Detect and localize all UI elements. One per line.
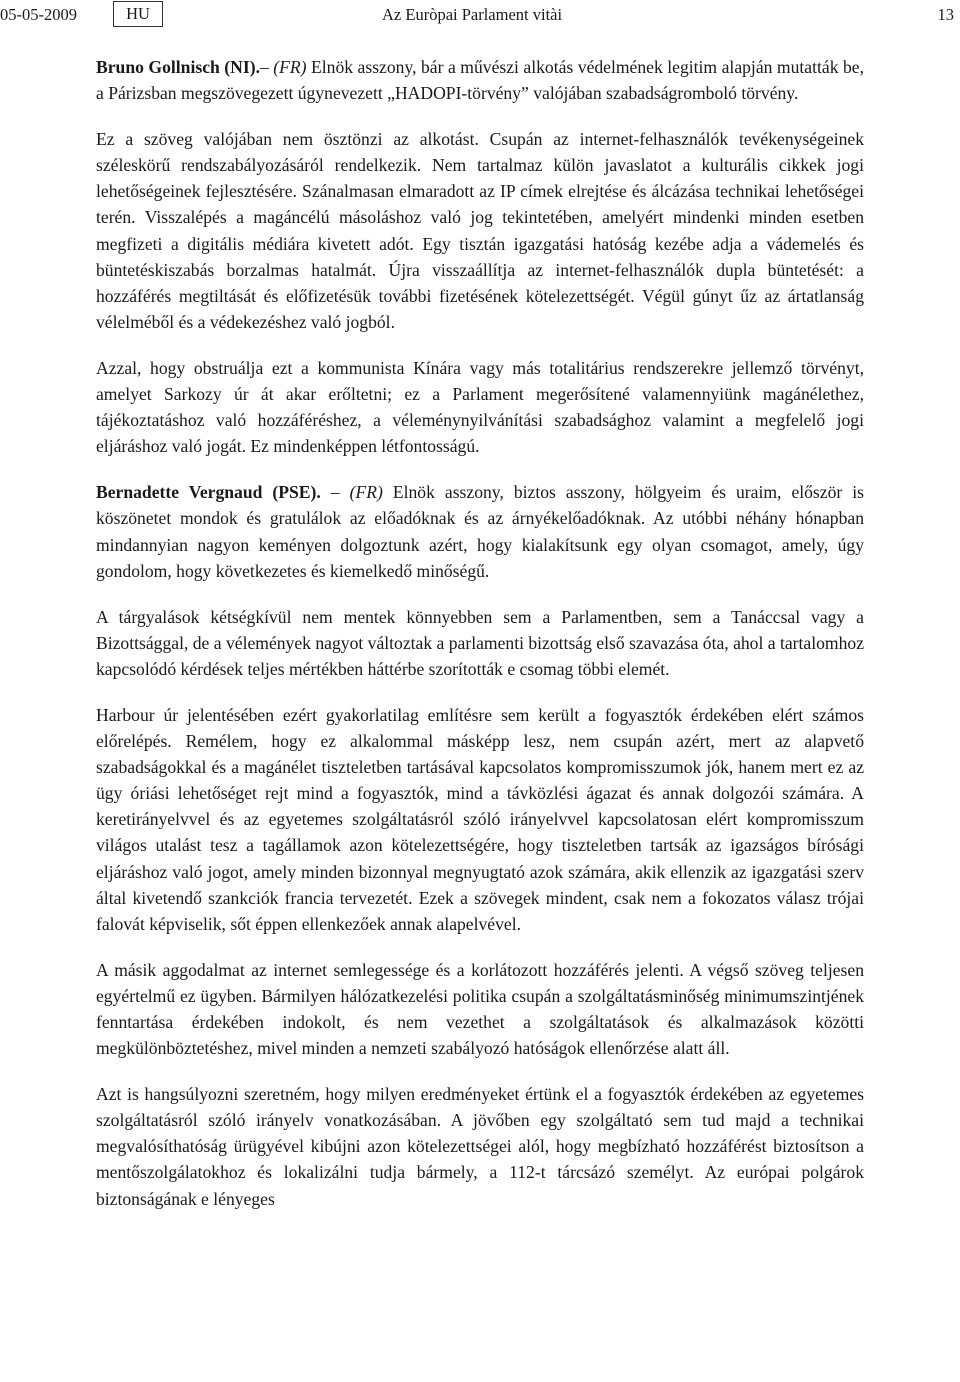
- speaker-name: Bernadette Vergnaud (PSE).: [96, 482, 321, 503]
- paragraph-text: Ez a szöveg valójában nem ösztönzi az alkotást. Csupán az internet-felhasználók tevékenységeinek széleskörű rendszabályozásáról rendelkezik. Nem tartalmaz külön javaslatot a kulturális cikkek jogi lehetőségeinek fejlesztésére. Szánalmasan elmaradott az IP címek elrejtése és álcázása technikai lehetőségei terén. Visszalépés a magáncélú másoláshoz való jog tekintetében, amelyért mindenki minden esetben megfizeti a digitális médiára kivetett adót. Egy tisztán igazgatási hatóság kezébe adja a vádemelés és büntetéskiszabás borzalmas hatalmát. Újra visszaállítja az internet-felhasználók dupla büntetését: a hozzáférés megtiltását és előfizetésük további fizetésének kötelezettségét. Végül gúnyt űz az ártatlanság vélelméből és a védekezéshez való jogból.: [96, 129, 864, 332]
- paragraph: [96, 126, 864, 335]
- publication-title: Az Euròpai Parlament vitài: [382, 5, 563, 24]
- paragraph: [96, 54, 864, 106]
- speaker-name: Bruno Gollnisch (NI).: [96, 57, 260, 77]
- paragraph: [96, 957, 864, 1061]
- paragraph-text: Elnök asszony, bár a művészi alkotás védelmének legitim alapján mutatták be, a Párizsban megszövegezett úgynevezett „HADOPI-törvény” valójában szabadságromboló törvény.: [96, 57, 864, 104]
- page-number: 13: [937, 5, 954, 24]
- running-header: [0, 0, 960, 34]
- paragraph-text: Elnök asszony, biztos asszony, hölgyeim és uraim, először is köszönetet mondok és gratulálok az előadóknak és az árnyékelőadóknak. Az utóbbi néhány hónapban mindannyian nagyon keményen dolgoztunk azért, hogy kialakítsunk egy olyan csomagot, amely, úgy gondolom, hogy következetes és kiemelkedő minőségű.: [96, 482, 864, 581]
- paragraph-text: Azzal, hogy obstruálja ezt a kommunista Kínára vagy más totalitárius rendszerekre jellemző törvényt, amelyet Sarkozy úr át akar erőltetni; ez a Parlament megerősítené valamennyiünk magánélethez, tájékoztatáshoz való hozzáféréshez, a véleménynyilvánítási szabadsághoz valamint a megfelelő jogi eljáráshoz való jogát. Ez mindenképpen létfontosságú.: [96, 357, 864, 457]
- dash: –: [320, 482, 350, 503]
- paragraph-text: Harbour úr jelentésében ezért gyakorlatilag említésre sem került a fogyasztók érdekében elért számos előrelépés. Remélem, hogy ez alkalommal másképp lesz, nem csupán azért, mert az alapvető szabadságokkal és a magánélet tiszteletben tartásával kapcsolatos kompromisszumok jók, hanem mert ez az ügy óriási lehetőséget rejt mind a fogyasztók, mind a távközlési ágazat és annak dolgozói számára. A keretirányelvvel és az egyetemes szolgáltatásról szóló irányelvvel kapcsolatosan elért kompromisszum világos utalást tesz a tagállamok azon kötelezettségére, hogy tiszteletben tartsák az igazságos bírósági eljáráshoz való jogot, amely minden bizonnyal megnyugtató azok számára, akik ellenzik az igazgatási szerv által kivetendő szankciók francia tervezetét. Ezek a szövegek mindent, csak nem a fokozatos válasz trójai falovát képviselik, sőt éppen ellenkezőek annak alapelvével.: [96, 704, 864, 934]
- header-date: 05-05-2009: [0, 5, 77, 24]
- document-body: [96, 54, 864, 1232]
- language-code-box: HU: [113, 1, 163, 27]
- paragraph-text: Azt is hangsúlyozni szeretném, hogy milyen eredményeket értünk el a fogyasztók érdekében az egyetemes szolgáltatásról szóló irányelv vonatkozásában. A jövőben egy szolgáltató sem tud majd a technikai megvalósíthatóság ürügyével kibújni azon kötelezettségei alól, hogy megbízható hozzáférést biztosítson a mentőszolgálatokhoz és lokalizálni tudja bármely, a 112-t tárcsázó személyt. Az európai polgárok biztonságának e lényeges: [96, 1084, 864, 1209]
- paragraph: [96, 479, 864, 583]
- language-tag: (FR): [349, 482, 383, 503]
- paragraph: [96, 702, 864, 937]
- paragraph: [96, 604, 864, 682]
- paragraph-text: A másik aggodalmat az internet semlegessége és a korlátozott hozzáférés jelenti. A végső szöveg teljesen egyértelmű ez ügyben. Bármilyen hálózatkezelési politika csupán a szolgáltatásminőség minimumszintjének fenntartása érdekében indokolt, és nem vezethet a szolgáltatások és alkalmazások közötti megkülönböztetéshez, mivel minden a nemzeti szabályozó hatóságok ellenőrzése alatt áll.: [96, 959, 864, 1059]
- dash: –: [259, 57, 274, 77]
- paragraph: [96, 1081, 864, 1211]
- paragraph: [96, 355, 864, 459]
- language-tag: (FR): [273, 57, 307, 77]
- paragraph-text: A tárgyalások kétségkívül nem mentek könnyebben sem a Parlamentben, sem a Tanáccsal vagy a Bizottsággal, de a vélemények nagyot változtak a parlamenti bizottság első szavazása óta, ahol a tartalomhoz kapcsolódó kérdések teljes mértékben háttérbe szorították e csomag többi elemét.: [96, 606, 864, 679]
